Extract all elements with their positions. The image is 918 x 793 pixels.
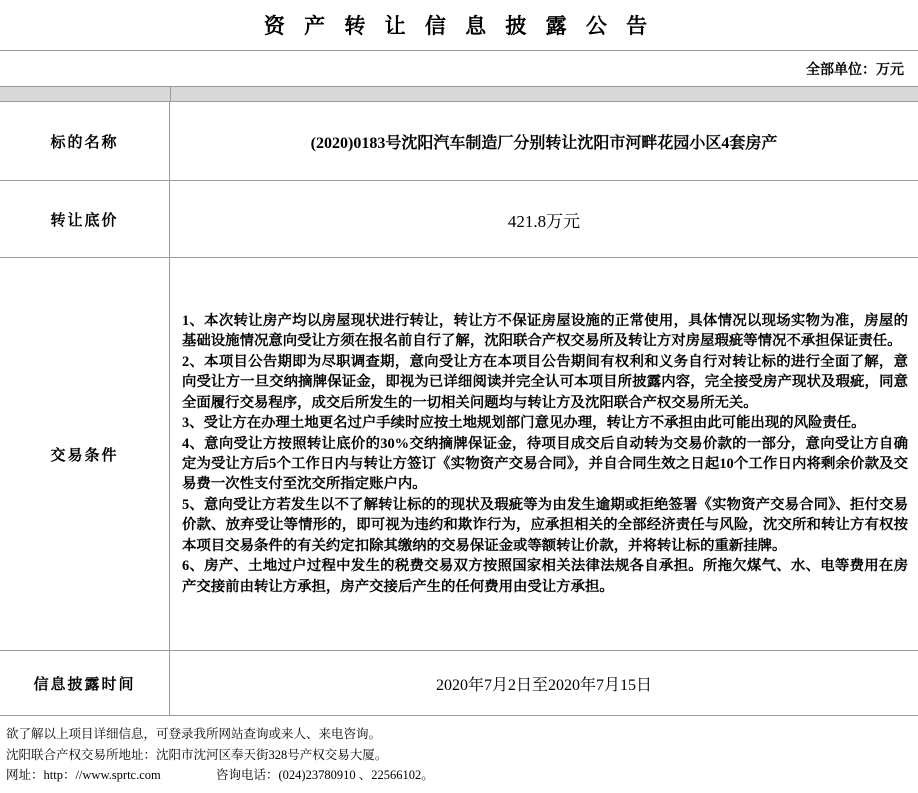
footer-notes bbox=[0, 716, 918, 786]
table-header-band bbox=[0, 87, 918, 102]
transfer-price-cell bbox=[170, 181, 918, 257]
table-header-band-right bbox=[171, 87, 918, 101]
disclosure-time-value: 2020年7月2日至2020年7月15日 bbox=[435, 676, 652, 694]
footer-line-address: 沈阳联合产权交易所地址：沈阳市沈河区奉天街328号产权交易大厦。 bbox=[6, 747, 388, 762]
trade-term-item: 1、本次转让房产均以房屋现状进行转让，转让方不保证房屋设施的正常使用，具体情况以现场实物为准，房屋的基础设施情况意向受让方须在报名前自行了解，沈阳联合产权交易所及转让方对房屋瑕疵等情况不承担保证责任。 bbox=[182, 312, 908, 350]
asset-name-label: 标的名称 bbox=[0, 102, 170, 180]
asset-name-value: (2020)0183号沈阳汽车制造厂分别转让沈阳市河畔花园小区4套房产 bbox=[310, 134, 778, 152]
disclosure-time-label: 信息披露时间 bbox=[0, 651, 170, 715]
table-row bbox=[0, 258, 918, 651]
trade-terms-label: 交易条件 bbox=[0, 258, 170, 650]
trade-term-item: 4、意向受让方按照转让底价的30%交纳摘牌保证金，待项目成交后自动转为交易价款的一部分，意向受让方自确定为受让方后5个工作日内与转让方签订《实物资产交易合同》，并自合同生效之日起10个工作日内将剩余价款及交易费一次性支付至沈交所指定账户内。 bbox=[182, 435, 908, 493]
trade-term-item: 2、本项目公告期即为尽职调查期，意向受让方在本项目公告期间有权利和义务自行对转让标的进行全面了解，意向受让方一旦交纳摘牌保证金，即视为已详细阅读并完全认可本项目所披露内容，完全接受房产现状及瑕疵，同意全面履行交易程序，成交后所发生的一切相关问题均与转让方及沈阳联合产权交易所无关。 bbox=[182, 353, 908, 411]
transfer-price-value: 421.8万元 bbox=[507, 211, 581, 231]
table-row bbox=[0, 651, 918, 715]
page-title: 资 产 转 让 信 息 披 露 公 告 bbox=[263, 14, 655, 38]
transfer-price-label: 转让底价 bbox=[0, 181, 170, 257]
table-header-band-left bbox=[0, 87, 171, 101]
footer-website: 网址：http：//www.sprtc.com bbox=[6, 768, 161, 783]
table-row bbox=[0, 102, 918, 181]
trade-terms-cell bbox=[170, 258, 918, 650]
unit-note-row bbox=[0, 51, 918, 87]
table-row bbox=[0, 181, 918, 258]
footer-telephone: 咨询电话：(024)23780910 、22566102。 bbox=[216, 768, 434, 783]
disclosure-table bbox=[0, 102, 918, 716]
trade-term-item: 6、房产、土地过户过程中发生的税费交易双方按照国家相关法律法规各自承担。所拖欠煤气、水、电等费用在房产交接前由转让方承担，房产交接后产生的任何费用由受让方承担。 bbox=[182, 558, 908, 595]
unit-note: 全部单位：万元 bbox=[806, 62, 904, 78]
footer-line-inquiry: 欲了解以上项目详细信息，可登录我所网站查询或来人、来电咨询。 bbox=[6, 727, 382, 741]
trade-term-item: 3、受让方在办理土地更名过户手续时应按土地规划部门意见办理，转让方不承担由此可能出现的风险责任。 bbox=[182, 415, 866, 432]
trade-terms-list bbox=[170, 305, 918, 603]
disclosure-time-cell bbox=[170, 651, 918, 715]
title-bar bbox=[0, 0, 918, 51]
footer-line-contact bbox=[6, 765, 918, 786]
trade-term-item: 5、意向受让方若发生以不了解转让标的的现状及瑕疵等为由发生逾期或拒绝签署《实物资产交易合同》、拒付交易价款、放弃受让等情形的，即可视为违约和欺诈行为，应承担相关的全部经济责任与风险，沈交所和转让方有权按本项目交易条件的有关约定扣除其缴纳的交易保证金或等额转让价款，并将转让标的重新挂牌。 bbox=[182, 496, 908, 554]
asset-name-cell bbox=[170, 102, 918, 180]
